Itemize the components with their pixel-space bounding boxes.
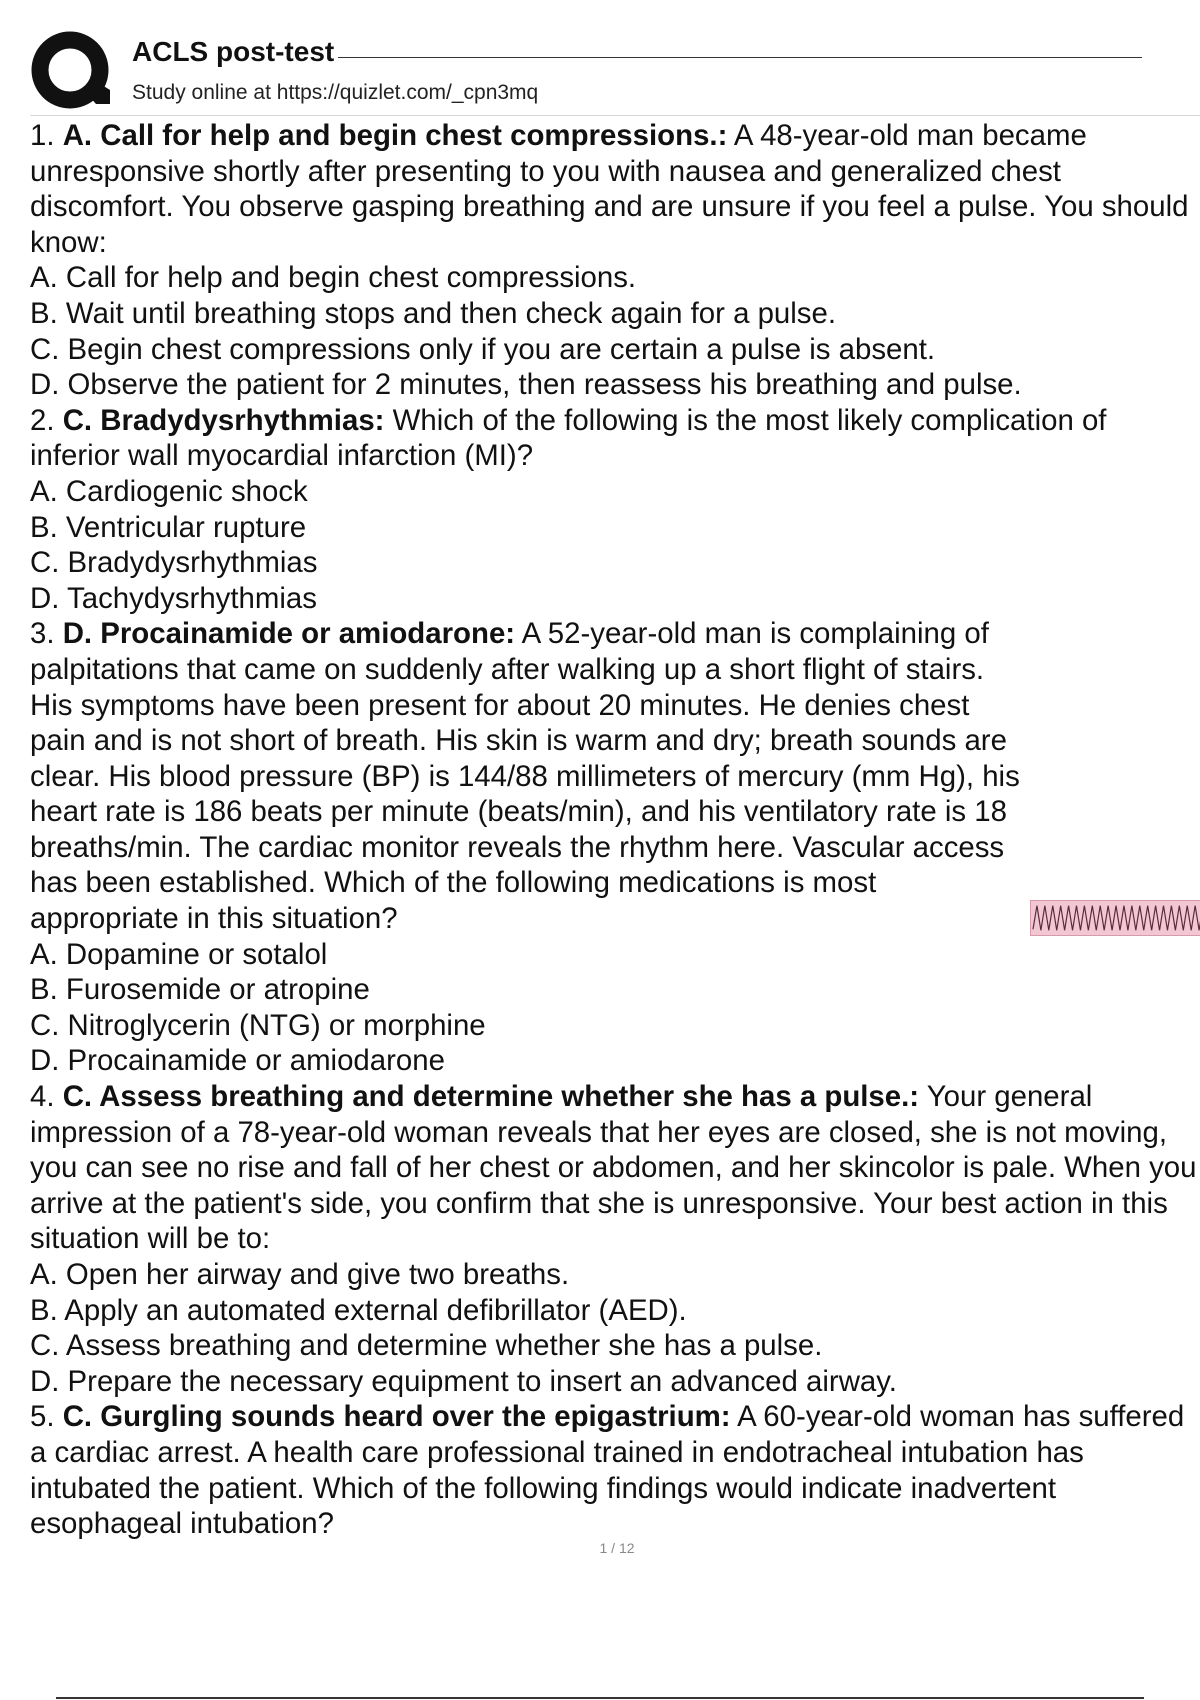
question-answer: A. Call for help and begin chest compressions.: bbox=[62, 119, 728, 152]
page-number: 1 / 12 bbox=[599, 1540, 635, 1556]
question-answer: C. Assess breathing and determine whether she has a pulse.: bbox=[62, 1080, 920, 1114]
question-5 bbox=[30, 1399, 1200, 1541]
quizlet-logo-icon bbox=[30, 30, 114, 114]
question-text: Your general impression of a 78-year-old woman reveals that her eyes are closed, she is not moving, you can see no rise and fall of her chest or abdomen, and her skincolor is pale. When you arrive at the patient's side, you confirm that she is unresponsive. Your best action in this situation will be to: bbox=[30, 1080, 1197, 1256]
question-3 bbox=[30, 616, 1200, 1079]
question-answer: C. Bradydysrhythmias: bbox=[62, 403, 385, 437]
question-prompt bbox=[30, 616, 1200, 936]
question-number: 3. bbox=[30, 617, 55, 651]
question-text: Which of the following is the most likely complication of inferior wall myocardial infarction (MI)? bbox=[30, 403, 1107, 473]
study-online-link[interactable]: Study online at https://quizlet.com/_cpn3mq bbox=[132, 81, 539, 104]
answer-option: D. Tachydysrhythmias bbox=[30, 581, 317, 615]
answer-option: B. Ventricular rupture bbox=[30, 510, 307, 544]
question-number: 4. bbox=[30, 1080, 55, 1114]
header-divider bbox=[30, 115, 1200, 116]
answer-option: D. Prepare the necessary equipment to insert an advanced airway. bbox=[30, 1364, 897, 1398]
question-answer: D. Procainamide or amiodarone: bbox=[62, 617, 516, 651]
question-text: A 48-year-old man became unresponsive shortly after presenting to you with nausea and generalized chest discomfort. You observe gasping breathing and are unsure if you feel a pulse. You should know: bbox=[30, 119, 1189, 259]
question-prompt bbox=[30, 403, 1200, 474]
document-title: ACLS post-test bbox=[132, 34, 338, 70]
footer-divider bbox=[56, 1697, 1144, 1699]
answer-option: C. Begin chest compressions only if you are certain a pulse is absent. bbox=[30, 332, 936, 366]
question-1 bbox=[30, 118, 1200, 403]
question-prompt bbox=[30, 1399, 1200, 1541]
answer-option: A. Dopamine or sotalol bbox=[30, 937, 328, 971]
answer-option: B. Furosemide or atropine bbox=[30, 973, 370, 1007]
answer-option: D. Procainamide or amiodarone bbox=[30, 1044, 445, 1078]
question-list bbox=[30, 118, 1200, 1542]
question-text: A 60-year-old woman has suffered a cardiac arrest. A health care professional trained in endotracheal intubation has intubated the patient. Which of the following findings would indicate inadvertent esophageal intubation? bbox=[30, 1400, 1185, 1541]
answer-option: A. Open her airway and give two breaths. bbox=[30, 1258, 570, 1291]
answer-option: C. Assess breathing and determine whether she has a pulse. bbox=[30, 1329, 823, 1363]
answer-option: C. Bradydysrhythmias bbox=[30, 546, 318, 580]
question-2 bbox=[30, 403, 1200, 617]
question-number: 5. bbox=[30, 1400, 55, 1434]
answer-option: D. Observe the patient for 2 minutes, then reassess his breathing and pulse. bbox=[30, 368, 1022, 402]
question-4 bbox=[30, 1079, 1200, 1399]
question-number: 1. bbox=[30, 119, 55, 152]
answer-option: B. Wait until breathing stops and then check again for a pulse. bbox=[30, 296, 837, 330]
ecg-rhythm-strip-icon bbox=[1030, 900, 1200, 936]
answer-option: A. Cardiogenic shock bbox=[30, 474, 308, 508]
question-text: A 52-year-old man is complaining of palpitations that came on suddenly after walking up a short flight of stairs. His symptoms have been present for about 20 minutes. He denies chest pain and is not short of breath. His skin is warm and dry; breath sounds are clear. His blood pressure (BP) is 144/88 millimeters of mercury (mm Hg), his heart rate is 186 beats per minute (beats/min), and his ventilatory rate is 18 breaths/min. The cardiac monitor reveals the rhythm here. Vascular access has been established. Which of the following medications is most appropriate in this situation? bbox=[30, 617, 1020, 936]
answer-option: A. Call for help and begin chest compressions. bbox=[30, 261, 637, 295]
question-prompt bbox=[30, 118, 1200, 260]
question-answer: C. Gurgling sounds heard over the epigastrium: bbox=[62, 1400, 731, 1434]
question-number: 2. bbox=[30, 403, 55, 437]
question-prompt bbox=[30, 1079, 1200, 1257]
answer-option: C. Nitroglycerin (NTG) or morphine bbox=[30, 1008, 486, 1042]
answer-option: B. Apply an automated external defibrillator (AED). bbox=[30, 1293, 687, 1327]
